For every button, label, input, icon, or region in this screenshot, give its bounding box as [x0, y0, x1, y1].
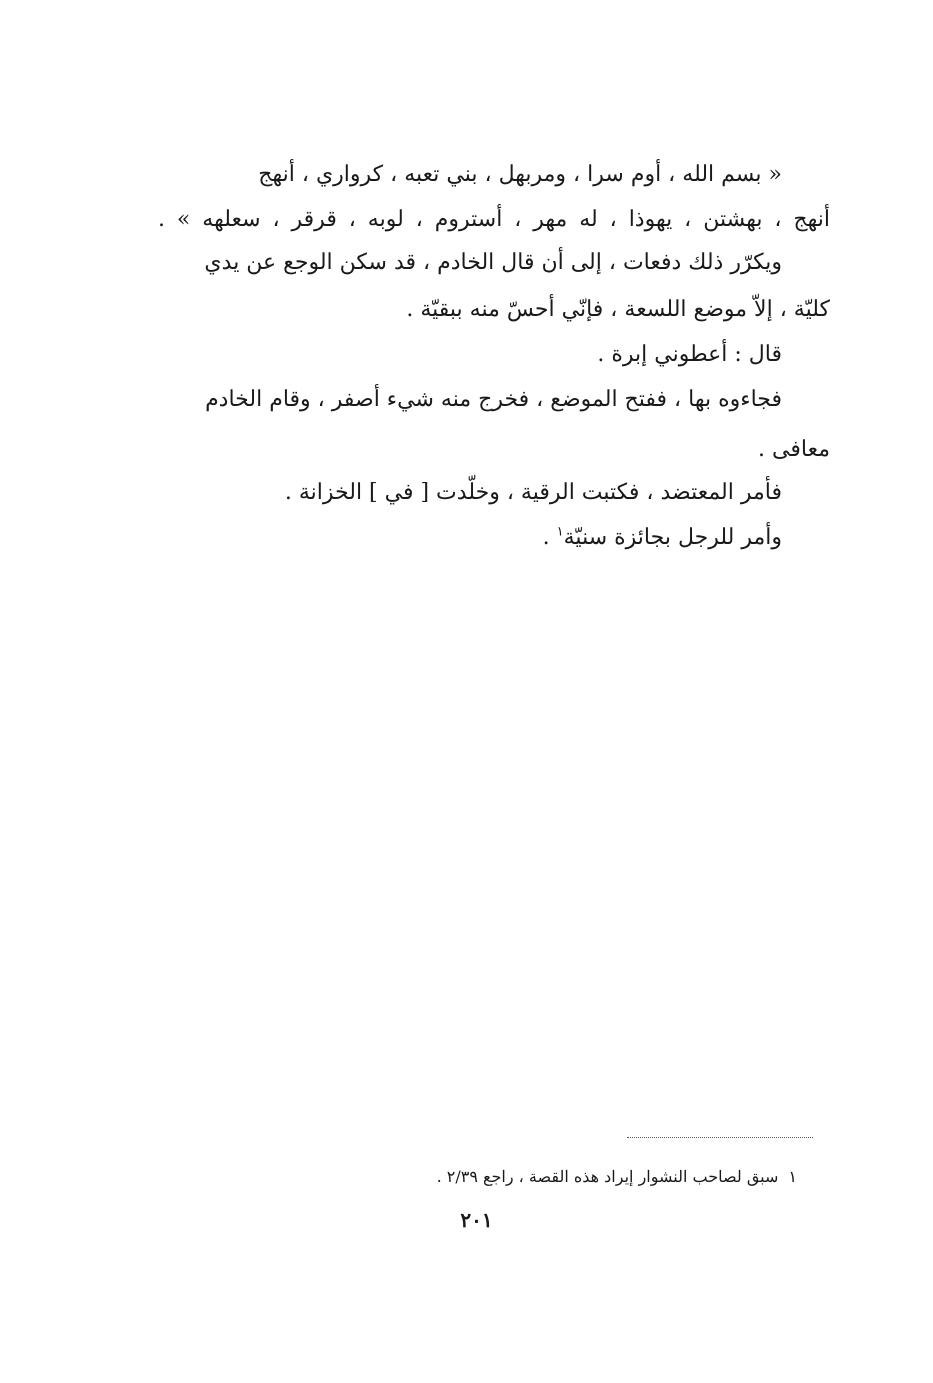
text-line: كليّة ، إلاّ موضع اللسعة ، فإنّي أحسّ منه ببقيّة .	[406, 297, 830, 322]
text-line: « بسم الله ، أوم سرا ، ومربهل ، بني تعبه ، كرواري ، أنهج	[258, 162, 782, 187]
footnote-number: ١	[788, 1167, 797, 1186]
footnote-text: سبق لصاحب النشوار إيراد هذه القصة ، راجع ٢/٣٩ .	[436, 1167, 779, 1186]
text-line: فأمر المعتضد ، فكتبت الرقية ، وخلّدت [ في ] الخزانة .	[284, 480, 782, 505]
footnote-reference[interactable]: ١	[556, 524, 564, 540]
footnote-separator	[627, 1137, 813, 1138]
text-line-content: وأمر للرجل بجائزة سنيّة	[563, 525, 782, 550]
text-line: فجاءوه بها ، ففتح الموضع ، فخرج منه شيء أصفر ، وقام الخادم	[205, 387, 782, 412]
page-number: ٢٠١	[460, 1208, 493, 1232]
text-line: قال : أعطوني إبرة .	[597, 342, 782, 367]
text-line: ويكرّر ذلك دفعات ، إلى أن قال الخادم ، قد سكن الوجع عن يدي	[204, 250, 782, 275]
text-line	[543, 523, 782, 553]
text-line: معافى .	[758, 437, 830, 462]
text-line-end: .	[542, 525, 557, 550]
footnote	[437, 1165, 797, 1189]
text-line: أنهج ، بهشتن ، يهوذا ، له مهر ، أستروم ، لوبه ، قرقر ، سعلهه » .	[158, 207, 830, 232]
